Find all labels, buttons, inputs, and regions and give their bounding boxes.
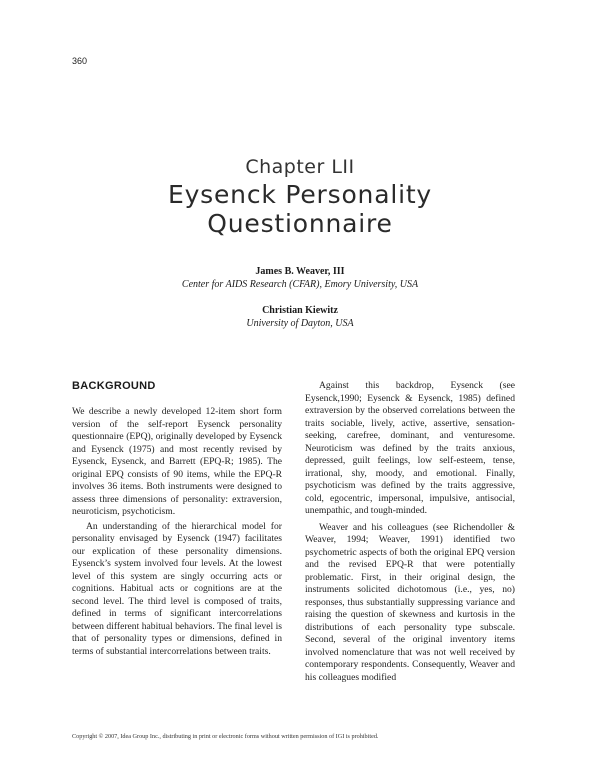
author-block-2 (0, 304, 600, 330)
author-block-1 (0, 265, 600, 291)
chapter-title (0, 180, 600, 238)
author-name: Christian Kiewitz (262, 305, 338, 316)
paragraph: Weaver and his colleagues (see Richendoller & Weaver, 1994; Weaver, 1991) identified two psychometric aspects of both the original EPQ version and the revised EPQ-R that were potentially problematic. First, in their original design, the instruments solicited dichotomous (i.e., yes, no) responses, thus substantially suppressing variance and raising the question of skewness and kurtosis in the distributions of each personality type subscale. Second, several of the original inventory items involved nomenclature that was not well received by contemporary respondents. Consequently, Weaver and his colleagues modified (305, 521, 515, 683)
author-affiliation: Center for AIDS Research (CFAR), Emory University, USA (181, 279, 419, 290)
page-number: 360 (72, 56, 88, 66)
right-column (305, 380, 515, 684)
chapter-title-line-2: Questionnaire (207, 209, 393, 238)
author-affiliation: University of Dayton, USA (246, 318, 354, 329)
paragraph: An understanding of the hierarchical model for personality envisaged by Eysenck (1947) facilitates our explication of these personality dimensions. Eysenck’s system involved four levels. At the lowest level of this system are singly occurring acts or cognitions. Habitual acts or cognitions are at the second level. The third level is composed of traits, defined in terms of significant intercorrelations between different habitual behaviors. The final level is that of personality types or dimensions, defined in terms of substantial intercorrelations between traits. (72, 520, 282, 657)
author-name: James B. Weaver, III (255, 266, 345, 277)
chapter-label: Chapter LII (245, 156, 355, 178)
paragraph: Against this backdrop, Eysenck (see Eysenck,1990; Eysenck & Eysenck, 1985) defined extraversion by the observed correlations between the traits sociable, lively, active, assertive, sensation-seeking, carefree, dominant, and venturesome. Neuroticism was defined by the traits anxious, depressed, guilt feelings, low self-esteem, tense, irrational, shy, moody, and emotional. Finally, psychoticism was defined by the traits aggressive, cold, egocentric, impersonal, impulsive, antisocial, unempathic, and tough-minded. (305, 380, 515, 516)
left-column (72, 406, 282, 658)
section-heading: BACKGROUND (72, 380, 156, 392)
chapter-title-line-1: Eysenck Personality (167, 180, 433, 209)
copyright-footer: Copyright © 2007, Idea Group Inc., distributing in print or electronic forms without written permission of IGI is prohibited. (72, 733, 379, 740)
paragraph: We describe a newly developed 12-item short form version of the self-report Eysenck personality questionnaire (EPQ), originally developed by Eysenck and Eysenck (1975) and most recently revised by Eysenck, Eysenck, and Barrett (EPQ-R; 1985). The original EPQ consists of 90 items, while the EPQ-R involves 36 items. Both instruments were designed to assess three dimensions of personality: extraversion, neuroticism, psychoticism. (72, 406, 282, 517)
